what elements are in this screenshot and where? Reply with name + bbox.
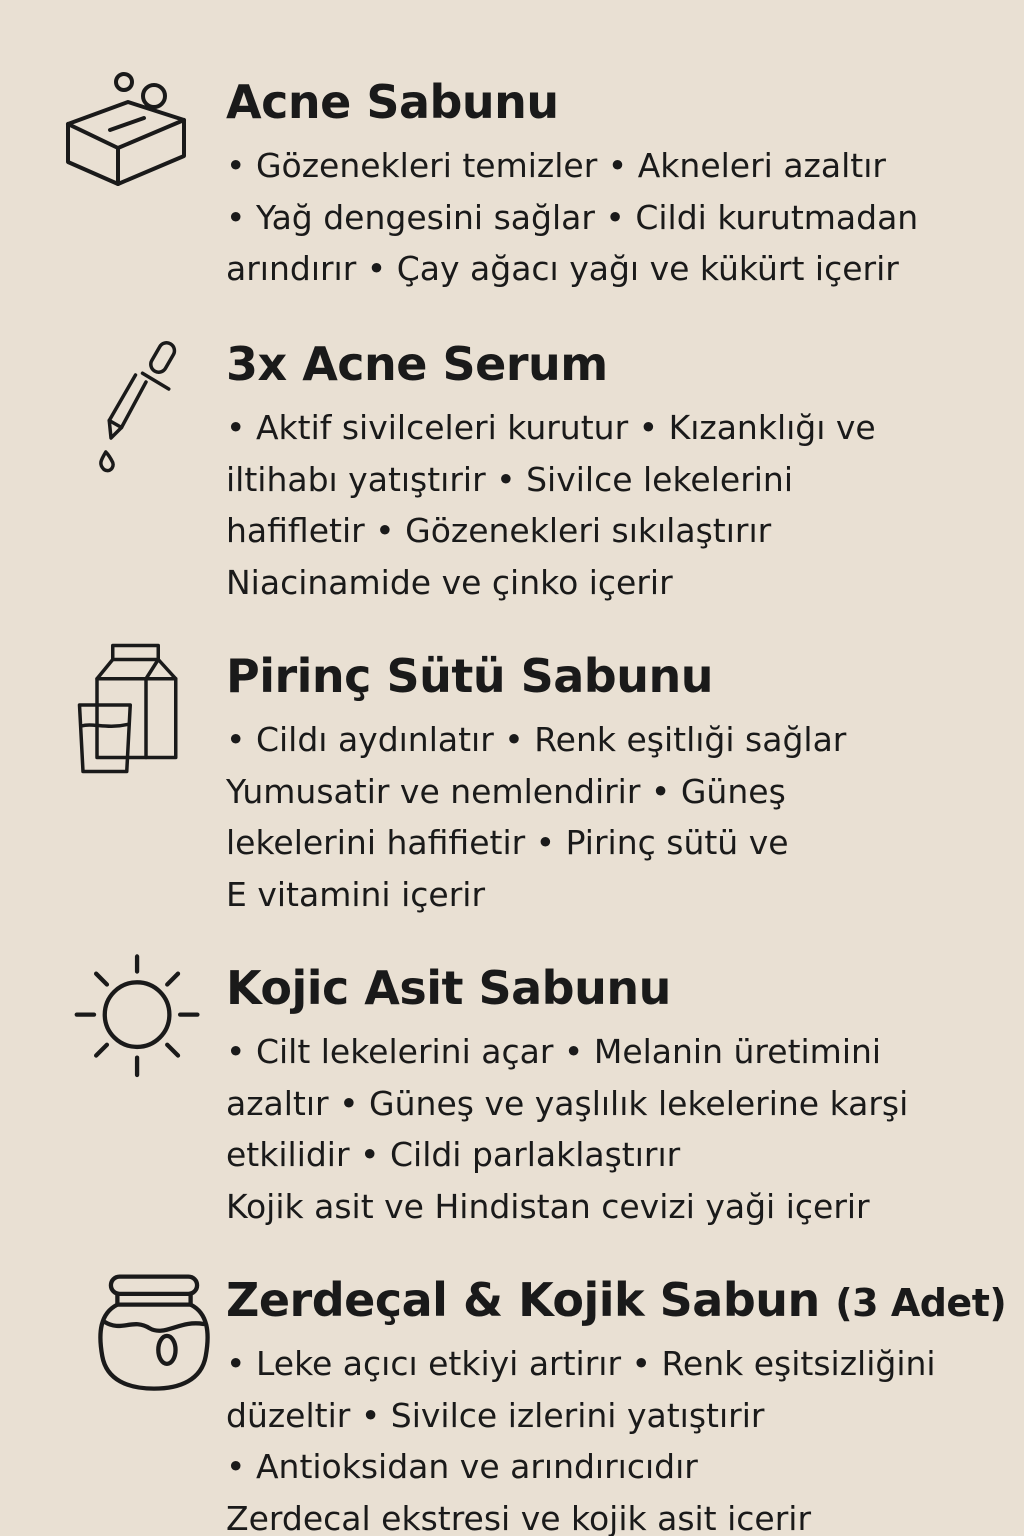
- description-line: • Cildı aydınlatır • Renk eşitlıği sağlar: [226, 720, 847, 759]
- product-title-suffix: (3 Adet): [835, 1281, 1007, 1325]
- description-line: Kojik asit ve Hindistan cevizi yaği içerir: [226, 1186, 870, 1226]
- description-line: hafifletir • Gözenekleri sıkılaştırır: [226, 511, 772, 550]
- product-title: 3x Acne Serum: [226, 337, 608, 391]
- product-description: [226, 1026, 976, 1232]
- description-line: • Antioksidan ve arındırıcıdır: [226, 1447, 698, 1486]
- description-line: düzeltir • Sivilce izlerini yatıştırir: [226, 1395, 765, 1435]
- description-line: azaltır • Güneş ve yaşlılık lekelerine karşi: [226, 1083, 909, 1123]
- soap-bar-icon: [58, 64, 198, 204]
- product-description: [226, 402, 976, 608]
- milk-carton-icon: [62, 642, 202, 782]
- product-title: [226, 1272, 1006, 1331]
- description-line: • Cilt lekelerini açar • Melanin üretimini: [226, 1032, 882, 1071]
- description-line: E vitamini içerir: [226, 874, 486, 914]
- description-line: iltihabı yatıştırir • Sivilce lekelerini: [226, 459, 794, 499]
- product-title-main: Zerdeçal & Kojik Sabun: [226, 1273, 820, 1327]
- description-line: lekelerini hafifietir • Pirinç sütü ve: [226, 823, 789, 862]
- description-line: • Gözenekleri temizler • Akneleri azaltır: [226, 146, 886, 185]
- honey-jar-icon: [84, 1268, 224, 1408]
- description-line: • Leke açıcı etkiyi artirır • Renk eşitsizliğini: [226, 1344, 936, 1383]
- product-description: [226, 714, 976, 920]
- product-title: Kojic Asit Sabunu: [226, 961, 671, 1015]
- product-description: [226, 1338, 976, 1536]
- description-line: Zerdecal ekstresi ve kojik asit icerir: [226, 1498, 812, 1536]
- description-line: arındırır • Çay ağacı yağı ve kükürt içerir: [226, 249, 899, 288]
- product-description: [226, 140, 976, 295]
- product-title: Acne Sabunu: [226, 75, 559, 129]
- sun-icon: [66, 950, 206, 1090]
- product-title: Pirinç Sütü Sabunu: [226, 649, 713, 703]
- description-line: Yumusatir ve nemlendirir • Güneş: [226, 771, 786, 811]
- description-line: • Aktif sivilceleri kurutur • Kızanklığı ve: [226, 408, 876, 447]
- dropper-icon: [62, 340, 202, 480]
- description-line: • Yağ dengesini sağlar • Cildi kurutmadan: [226, 197, 919, 237]
- description-line: Niacinamide ve çinko içerir: [226, 562, 673, 602]
- description-line: etkilidir • Cildi parlaklaştırır: [226, 1135, 681, 1174]
